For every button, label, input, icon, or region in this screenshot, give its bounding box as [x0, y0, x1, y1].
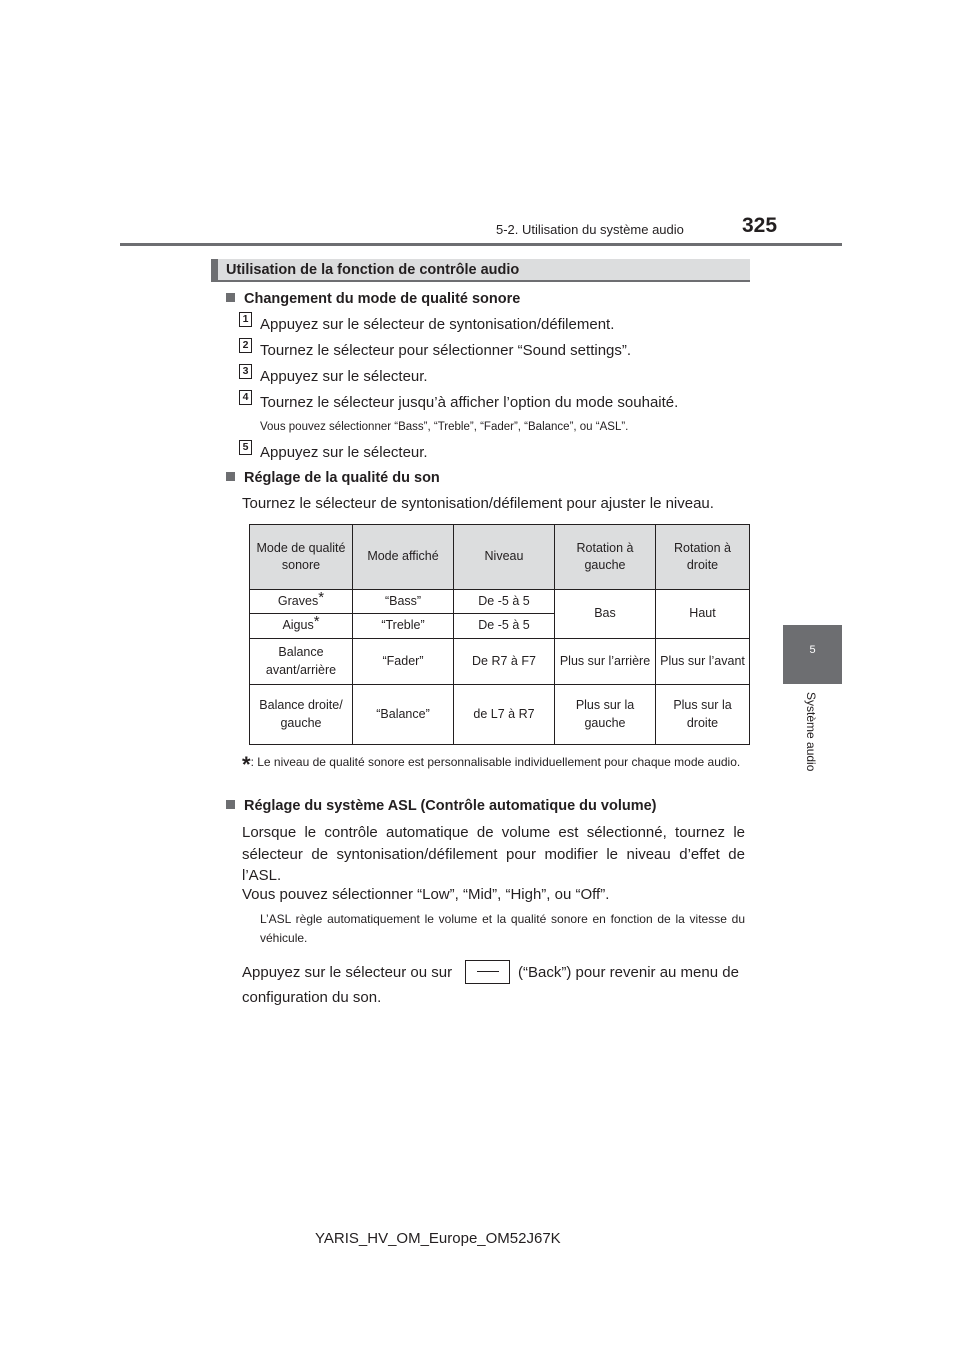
step-number-3: 3: [239, 364, 252, 379]
table-row: [250, 685, 750, 745]
step-number-1: 1: [239, 312, 252, 327]
table-cell: Bas: [555, 590, 656, 639]
footnote-text: : Le niveau de qualité sonore est personnalisable individuellement pour chaque mode audio.: [250, 755, 741, 769]
table-cell: “Bass”: [353, 590, 454, 614]
asl-paragraph-2: Vous pouvez sélectionner “Low”, “Mid”, “High”, ou “Off”.: [242, 886, 610, 903]
asl-paragraph-1: Lorsque le contrôle automatique de volume est sélectionné, tournez le sélecteur de syntonisation/défilement pour modifier le niveau d’effet de l’ASL.: [242, 824, 745, 884]
back-instruction-line2: configuration du son.: [242, 989, 382, 1006]
footnote-star: *: [318, 588, 325, 606]
step-text-1: Appuyez sur le sélecteur de syntonisation/défilement.: [260, 316, 615, 333]
header-rule: [120, 243, 842, 246]
step-text-5: Appuyez sur le sélecteur.: [260, 444, 428, 461]
bullet-square-icon: [226, 800, 235, 809]
back-instruction-start: Appuyez sur le sélecteur ou sur: [242, 964, 453, 981]
table-cell: Plus sur l’avant: [656, 639, 750, 685]
table-cell: [250, 614, 353, 639]
step-number-2: 2: [239, 338, 252, 353]
quality-text: Tournez le sélecteur de syntonisation/défilement pour ajuster le niveau.: [242, 495, 714, 512]
table-header-cell: Niveau: [454, 525, 555, 590]
table-cell: “Fader”: [353, 639, 454, 685]
table-row: [250, 639, 750, 685]
table-row: [250, 590, 750, 614]
footnote-star: *: [242, 752, 251, 777]
section-title: Utilisation de la fonction de contrôle audio: [226, 262, 520, 278]
sound-mode-heading-text: Changement du mode de qualité sonore: [244, 291, 521, 307]
table-header-row: [250, 525, 750, 590]
table-header-cell: Mode affiché: [353, 525, 454, 590]
page-number: 325: [742, 214, 778, 237]
asl-note: L’ASL règle automatiquement le volume et la qualité sonore en fonction de la vitesse du véhicule.: [260, 912, 745, 945]
step-text-4: Tournez le sélecteur jusqu’à afficher l’option du mode souhaité.: [260, 394, 679, 411]
back-button-icon: [465, 960, 510, 984]
chapter-number: 5: [809, 644, 816, 656]
table-cell: Balance droite/ gauche: [250, 685, 353, 745]
sound-mode-heading: [226, 291, 520, 307]
footnote-star: *: [313, 613, 320, 631]
table-footnote: [242, 752, 750, 778]
table-cell: Plus sur la gauche: [555, 685, 656, 745]
document-code-footer: YARIS_HV_OM_Europe_OM52J67K: [315, 1230, 561, 1247]
table-cell: [250, 590, 353, 614]
chapter-title: Système audio: [804, 692, 818, 772]
step-text-3: Appuyez sur le sélecteur.: [260, 368, 428, 385]
back-instruction-end: (“Back”) pour revenir au menu de: [518, 964, 739, 981]
table-cell: De -5 à 5: [454, 590, 555, 614]
bullet-square-icon: [226, 293, 235, 302]
table-cell-text: Aigus: [282, 618, 314, 633]
table-cell: de L7 à R7: [454, 685, 555, 745]
back-dash-icon: [477, 971, 499, 972]
sound-mode-table: [249, 524, 750, 745]
sound-mode-note: Vous pouvez sélectionner “Bass”, “Treble”, “Fader”, “Balance”, ou “ASL”.: [260, 421, 629, 433]
table-cell: De R7 à F7: [454, 639, 555, 685]
table-header-cell: Rotation à droite: [656, 525, 750, 590]
quality-heading: [226, 470, 440, 486]
quality-heading-text: Réglage de la qualité du son: [244, 470, 440, 486]
table-cell: “Treble”: [353, 614, 454, 639]
table-cell: Balance avant/arrière: [250, 639, 353, 685]
running-header-section: 5-2. Utilisation du système audio: [496, 222, 684, 237]
table-cell: Haut: [656, 590, 750, 639]
table-cell: “Balance”: [353, 685, 454, 745]
table-cell: Plus sur l’arrière: [555, 639, 656, 685]
table-header-cell: Rotation à gauche: [555, 525, 656, 590]
table-cell: Plus sur la droite: [656, 685, 750, 745]
bullet-square-icon: [226, 472, 235, 481]
step-number-5: 5: [239, 440, 252, 455]
asl-heading: [226, 798, 657, 814]
table-cell-text: Graves: [277, 593, 319, 608]
chapter-title-vertical: [803, 692, 819, 782]
table-header-cell: Mode de qualité sonore: [250, 525, 353, 590]
asl-heading-text: Réglage du système ASL (Contrôle automatique du volume): [244, 798, 657, 814]
table-cell: De -5 à 5: [454, 614, 555, 639]
step-text-2: Tournez le sélecteur pour sélectionner “Sound settings”.: [260, 342, 632, 359]
step-number-4: 4: [239, 390, 252, 405]
